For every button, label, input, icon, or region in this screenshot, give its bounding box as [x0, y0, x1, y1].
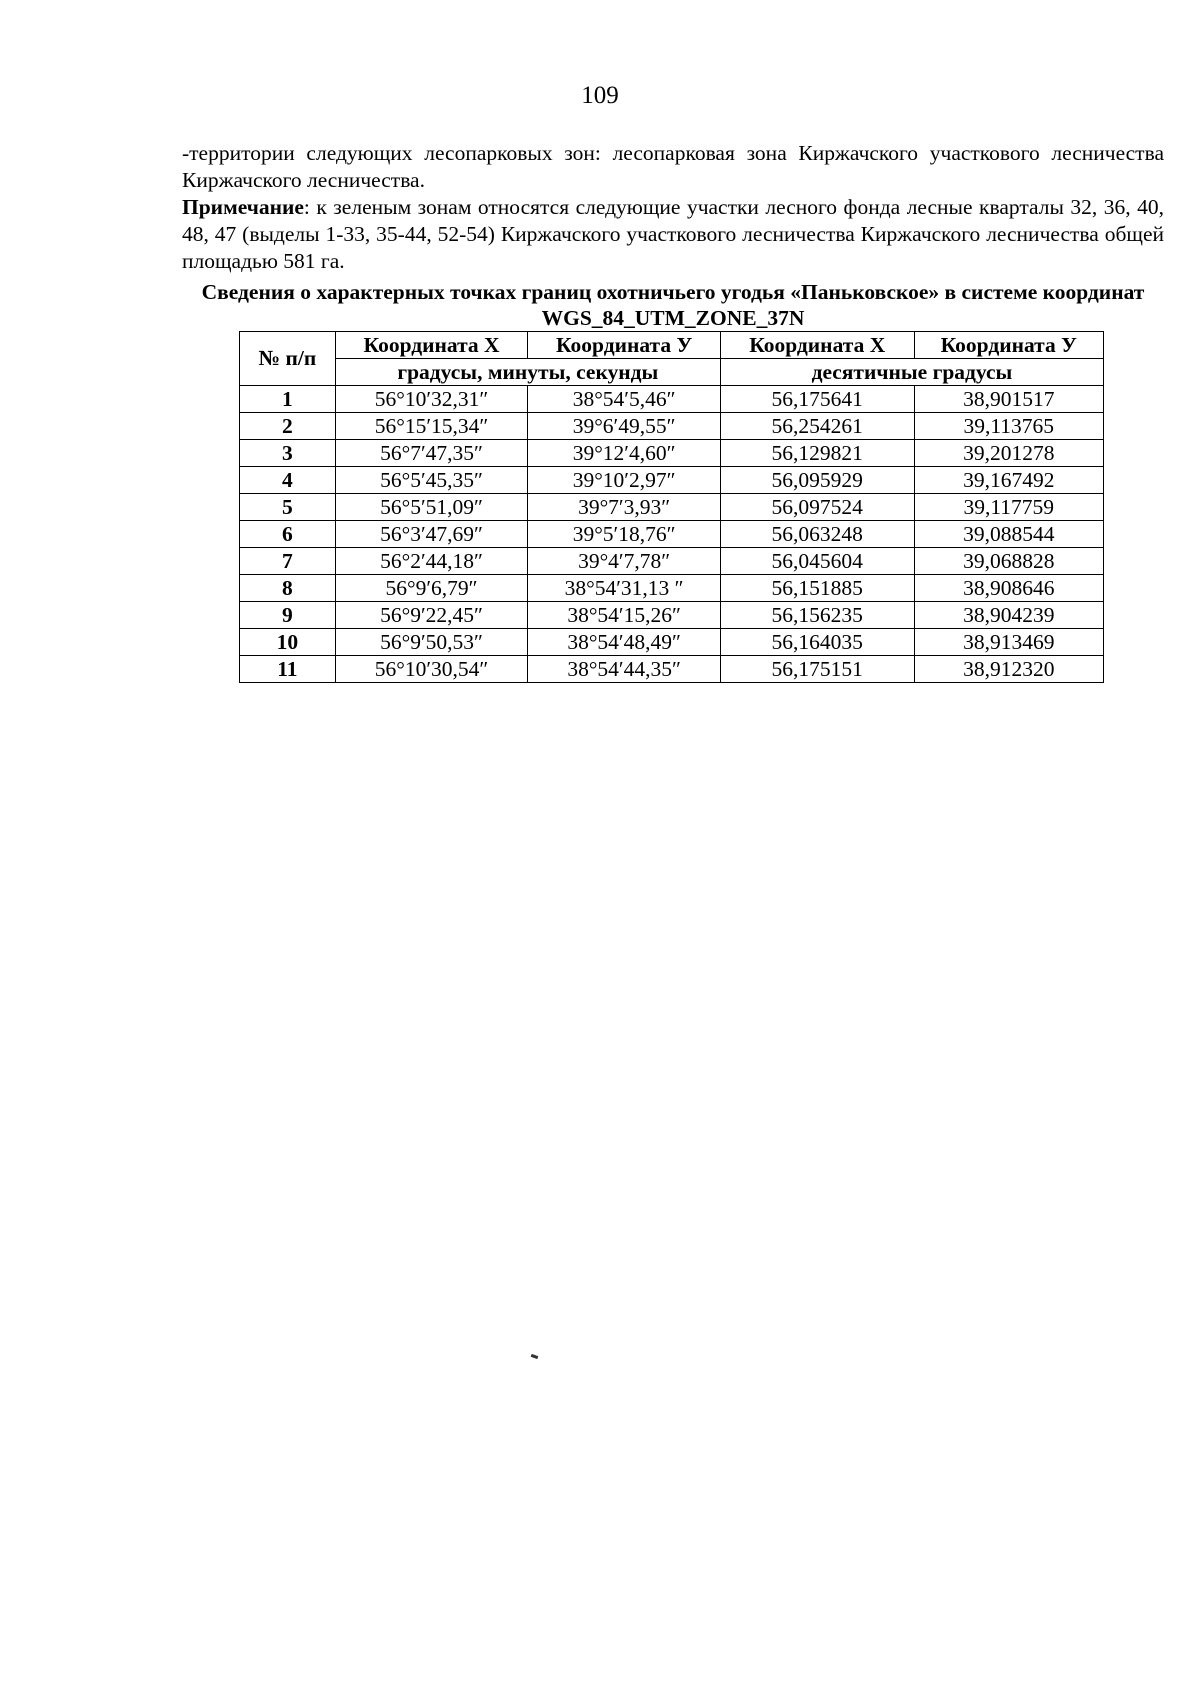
cell-y-dec: 38,912320 [914, 656, 1103, 683]
cell-y-dec: 39,068828 [914, 548, 1103, 575]
table-row [240, 602, 1104, 629]
table-row [240, 575, 1104, 602]
note-label: Примечание [182, 195, 304, 219]
document-body [182, 140, 1164, 683]
cell-y-dec: 39,167492 [914, 467, 1103, 494]
cell-x-dms: 56°5′51,09″ [335, 494, 528, 521]
cell-y-dms: 38°54′44,35″ [528, 656, 721, 683]
subheader-dec: десятичные градусы [720, 359, 1103, 386]
cell-y-dec: 39,117759 [914, 494, 1103, 521]
table-row [240, 548, 1104, 575]
cell-x-dec: 56,151885 [720, 575, 914, 602]
cell-x-dms: 56°3′47,69″ [335, 521, 528, 548]
cell-x-dms: 56°9′50,53″ [335, 629, 528, 656]
cell-number: 3 [240, 440, 336, 467]
cell-x-dms: 56°10′32,31″ [335, 386, 528, 413]
cell-x-dms: 56°9′22,45″ [335, 602, 528, 629]
cell-number: 8 [240, 575, 336, 602]
cell-number: 11 [240, 656, 336, 683]
cell-x-dms: 56°5′45,35″ [335, 467, 528, 494]
cell-x-dms: 56°7′47,35″ [335, 440, 528, 467]
cell-x-dec: 56,045604 [720, 548, 914, 575]
cell-y-dms: 38°54′31,13 ″ [528, 575, 721, 602]
cell-y-dms: 39°6′49,55″ [528, 413, 721, 440]
header-y-dms: Координата У [528, 332, 721, 359]
cell-x-dec: 56,254261 [720, 413, 914, 440]
table-row [240, 629, 1104, 656]
table-header-row [240, 332, 1104, 359]
scan-speck [531, 1354, 539, 1359]
table-row [240, 386, 1104, 413]
cell-y-dms: 39°12′4,60″ [528, 440, 721, 467]
table-row [240, 467, 1104, 494]
cell-number: 1 [240, 386, 336, 413]
cell-x-dec: 56,097524 [720, 494, 914, 521]
cell-y-dms: 38°54′48,49″ [528, 629, 721, 656]
cell-x-dec: 56,175151 [720, 656, 914, 683]
table-subheader-row [240, 359, 1104, 386]
cell-y-dms: 39°10′2,97″ [528, 467, 721, 494]
cell-y-dms: 39°7′3,93″ [528, 494, 721, 521]
table-row [240, 494, 1104, 521]
cell-y-dms: 38°54′15,26″ [528, 602, 721, 629]
cell-y-dec: 38,904239 [914, 602, 1103, 629]
cell-x-dms: 56°2′44,18″ [335, 548, 528, 575]
cell-y-dms: 39°4′7,78″ [528, 548, 721, 575]
cell-x-dec: 56,095929 [720, 467, 914, 494]
cell-y-dec: 38,901517 [914, 386, 1103, 413]
cell-number: 10 [240, 629, 336, 656]
cell-y-dec: 39,113765 [914, 413, 1103, 440]
table-row [240, 521, 1104, 548]
cell-y-dec: 39,201278 [914, 440, 1103, 467]
cell-x-dms: 56°10′30,54″ [335, 656, 528, 683]
territory-paragraph: -территории следующих лесопарковых зон: лесопарковая зона Киржачского участкового лесничества Киржачского лесничества. [182, 141, 1164, 192]
table-title: Сведения о характерных точках границ охотничьего угодья «Паньковское» в системе координат WGS_84_UTM_ZONE_37N [201, 280, 1145, 330]
header-x-dec: Координата X [720, 332, 914, 359]
table-row [240, 656, 1104, 683]
cell-number: 2 [240, 413, 336, 440]
cell-x-dec: 56,063248 [720, 521, 914, 548]
cell-number: 7 [240, 548, 336, 575]
cell-y-dms: 39°5′18,76″ [528, 521, 721, 548]
cell-number: 5 [240, 494, 336, 521]
cell-x-dec: 56,156235 [720, 602, 914, 629]
header-y-dec: Координата У [914, 332, 1103, 359]
note-paragraph [182, 194, 1164, 275]
table-body [240, 386, 1104, 683]
coordinates-table [239, 331, 1104, 683]
cell-number: 6 [240, 521, 336, 548]
note-text: : к зеленым зонам относятся следующие участки лесного фонда лесные кварталы 32, 36, 40, 48, 47 (выделы 1-33, 35-44, 52-54) Киржачского участкового лесничества Киржачского лесничества общей площадью 581 га. [182, 195, 1164, 273]
cell-x-dms: 56°15′15,34″ [335, 413, 528, 440]
cell-x-dec: 56,164035 [720, 629, 914, 656]
cell-y-dms: 38°54′5,46″ [528, 386, 721, 413]
cell-number: 4 [240, 467, 336, 494]
cell-x-dec: 56,129821 [720, 440, 914, 467]
cell-y-dec: 38,908646 [914, 575, 1103, 602]
page-number: 109 [581, 82, 619, 109]
cell-x-dec: 56,175641 [720, 386, 914, 413]
table-row [240, 440, 1104, 467]
table-row [240, 413, 1104, 440]
subheader-dms: градусы, минуты, секунды [335, 359, 720, 386]
cell-x-dms: 56°9′6,79″ [335, 575, 528, 602]
cell-y-dec: 39,088544 [914, 521, 1103, 548]
cell-number: 9 [240, 602, 336, 629]
header-number: № п/п [240, 332, 336, 386]
header-x-dms: Координата X [335, 332, 528, 359]
cell-y-dec: 38,913469 [914, 629, 1103, 656]
